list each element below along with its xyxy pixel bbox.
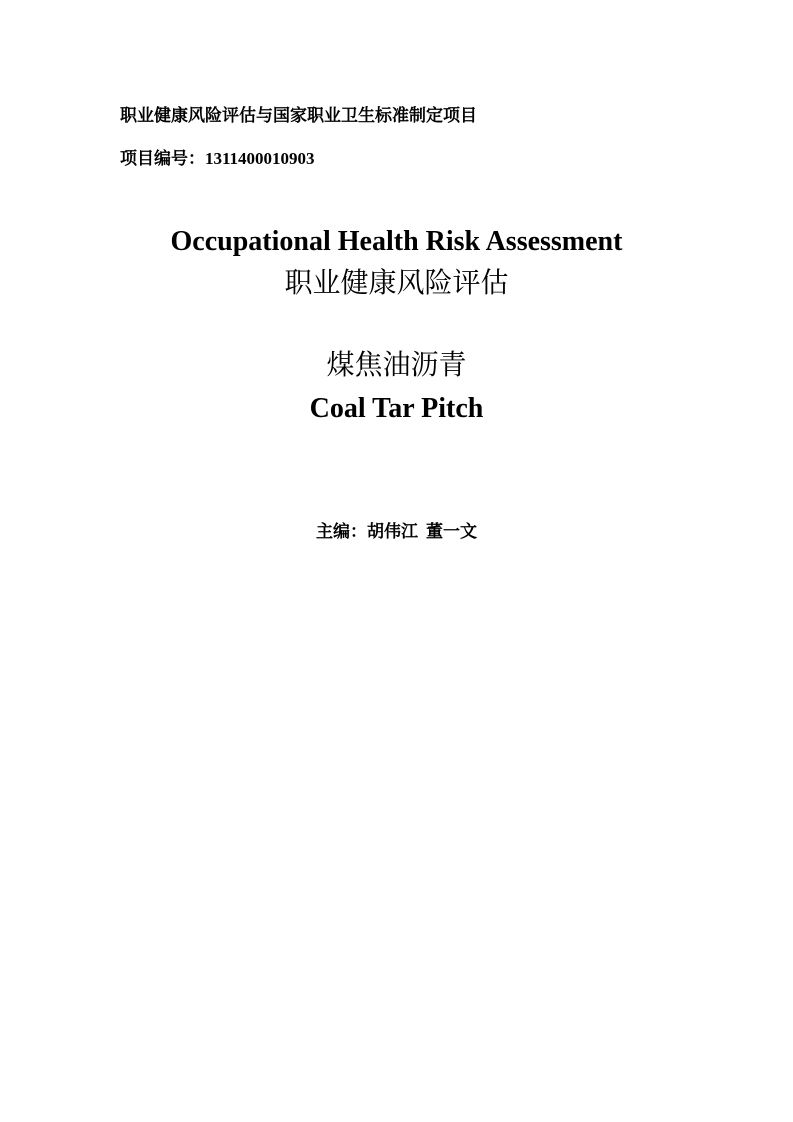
substance-name-chinese: 煤焦油沥青 xyxy=(326,350,467,381)
project-number-label: 项目编号： xyxy=(120,149,205,168)
editors-label: 主编： xyxy=(316,522,367,541)
editor-name: 董一文 xyxy=(426,522,477,541)
main-title-english: Occupational Health Risk Assessment xyxy=(170,226,623,257)
editors-line xyxy=(0,521,793,543)
project-number: 1311400010903 xyxy=(205,149,315,168)
main-title-chinese: 职业健康风险评估 xyxy=(284,268,509,299)
substance-name-english: Coal Tar Pitch xyxy=(309,393,484,424)
editor-name: 胡伟江 xyxy=(367,522,418,541)
project-number-line xyxy=(120,149,315,169)
project-title: 职业健康风险评估与国家职业卫生标准制定项目 xyxy=(120,106,477,125)
